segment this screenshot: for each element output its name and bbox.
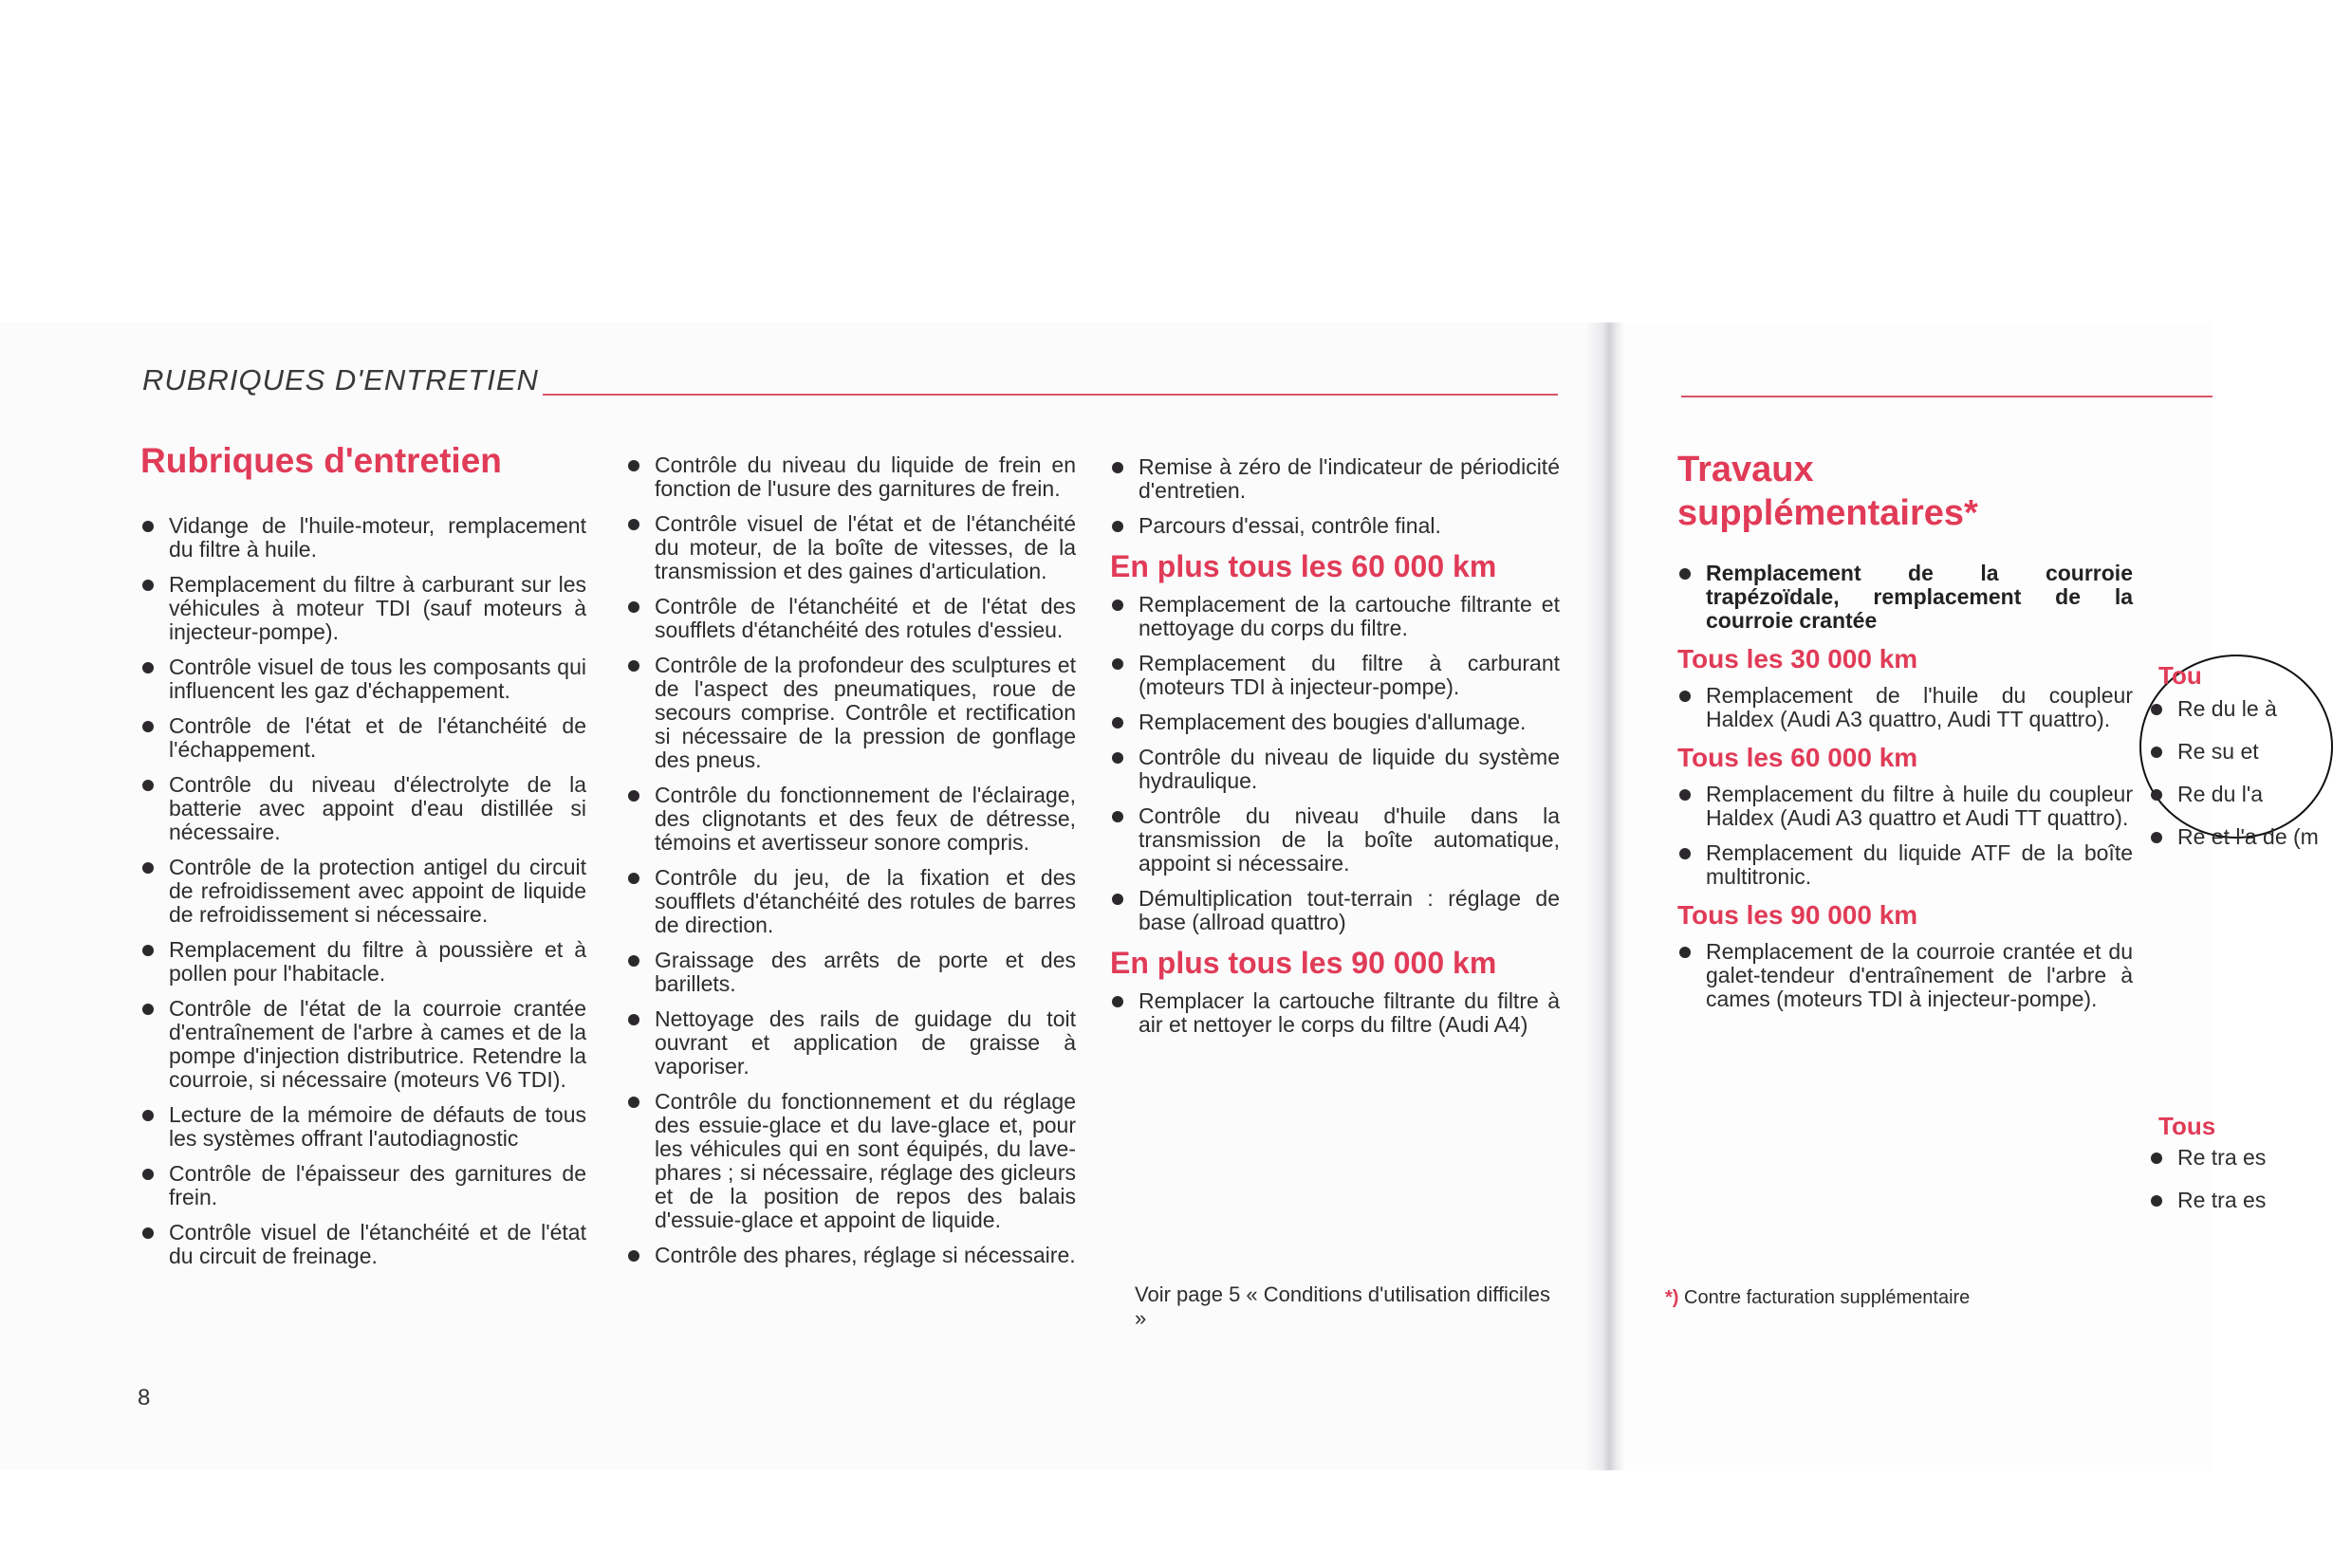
- bullet-icon: [2151, 789, 2162, 801]
- bullet-icon: [1112, 462, 1123, 473]
- extra-list-60000: [1677, 783, 2133, 889]
- bullet-icon: [2151, 747, 2162, 758]
- heading-90000km: En plus tous les 90 000 km: [1110, 946, 1497, 980]
- list-item: Contrôle visuel de l'état et de l'étanchéité du moteur, de la boîte de vitesses, de la transmission et des gaines d'articulation.: [626, 512, 1076, 583]
- list-item: Contrôle du niveau d'électrolyte de la batterie avec appoint d'eau distillée si nécessaire.: [140, 773, 586, 844]
- bullet-icon: [1112, 894, 1123, 905]
- bullet-icon: [142, 662, 154, 673]
- see-page-note: Voir page 5 « Conditions d'utilisation difficiles »: [1135, 1282, 1550, 1330]
- footnote-marker: *): [1665, 1287, 1679, 1308]
- maintenance-list-90000: [1110, 989, 1560, 1037]
- list-item: Remplacement de la courroie crantée et du galet-tendeur d'entraînement de l'arbre à cames (moteurs TDI à injecteur-pompe).: [1677, 940, 2133, 1011]
- bullet-icon: [1679, 947, 1691, 958]
- bullet-icon: [628, 1014, 639, 1025]
- maintenance-list-60000: [1110, 593, 1560, 934]
- list-item: Remplacement des bougies d'allumage.: [1110, 710, 1560, 734]
- list-item: Remplacement de la courroie trapézoïdale, remplacement de la courroie crantée: [1677, 562, 2133, 633]
- bullet-icon: [142, 1110, 154, 1121]
- cut-column: [2149, 696, 2319, 860]
- bullet-icon: [2151, 704, 2162, 715]
- bullet-icon: [1679, 568, 1691, 580]
- running-head: RUBRIQUES D'ENTRETIEN: [142, 363, 539, 397]
- bullet-icon: [1679, 789, 1691, 801]
- footnote-text: Contre facturation supplémentaire: [1684, 1287, 1971, 1308]
- bullet-icon: [628, 460, 639, 471]
- list-item: Contrôle de l'étanchéité et de l'état des soufflets d'étanchéité des rotules d'essieu.: [626, 595, 1076, 642]
- page-number: 8: [138, 1385, 151, 1411]
- list-item: Lecture de la mémoire de défauts de tous les systèmes offrant l'autodiagnostic: [140, 1103, 586, 1151]
- bullet-icon: [628, 790, 639, 802]
- bullet-icon: [628, 601, 639, 613]
- list-item: Contrôle visuel de l'étanchéité et de l'état du circuit de freinage.: [140, 1221, 586, 1268]
- list-item: Contrôle de la protection antigel du circuit de refroidissement avec appoint de liquide de refroidissement si nécessaire.: [140, 856, 586, 927]
- list-item: Graissage des arrêts de porte et des barillets.: [626, 949, 1076, 996]
- list-item: Démultiplication tout-terrain : réglage de base (allroad quattro): [1110, 887, 1560, 934]
- list-item: Remplacement du filtre à carburant sur les véhicules à moteur TDI (sauf moteurs à injecteur-pompe).: [140, 573, 586, 644]
- heading-90000km-extra: Tous les 90 000 km: [1677, 900, 1918, 930]
- bullet-icon: [1112, 996, 1123, 1007]
- bullet-icon: [2151, 832, 2162, 843]
- section-title: Rubriques d'entretien: [140, 441, 502, 480]
- list-item: Re tra es: [2149, 1146, 2215, 1170]
- list-item: Contrôle du fonctionnement et du réglage des essuie-glace et du lave-glace et, pour les véhicules qui en sont équipés, du lave-phares ; si nécessaire, réglage des gicleurs et de la position de repos des balais d'essuie-glace et appoint de liquide.: [626, 1090, 1076, 1232]
- heading-60000km-extra: Tous les 60 000 km: [1677, 743, 1918, 772]
- column-3: [1110, 455, 1560, 1048]
- bullet-icon: [142, 580, 154, 591]
- bullet-icon: [142, 521, 154, 532]
- bullet-icon: [142, 1004, 154, 1015]
- bullet-icon: [628, 660, 639, 672]
- list-item: Contrôle du niveau d'huile dans la transmission de la boîte automatique, appoint si nécessaire.: [1110, 804, 1560, 876]
- maintenance-list-1: [140, 514, 586, 1268]
- right-page-head-rule: [1681, 396, 2213, 397]
- list-item: Contrôle visuel de tous les composants qui influencent les gaz d'échappement.: [140, 655, 586, 703]
- cut-column-bottom: [2149, 1145, 2267, 1224]
- bullet-icon: [1679, 691, 1691, 702]
- list-item: Remplacement du filtre à carburant (moteurs TDI à injecteur-pompe).: [1110, 652, 1560, 699]
- cut-heading-top: Tou: [2158, 661, 2202, 690]
- column-4: [1677, 448, 2133, 1023]
- bullet-icon: [142, 721, 154, 732]
- bullet-icon: [1112, 717, 1123, 729]
- list-item: Re du le à: [2149, 697, 2215, 721]
- heading-60000km: En plus tous les 60 000 km: [1110, 549, 1497, 583]
- list-item: Remplacement de l'huile du coupleur Haldex (Audi A3 quattro, Audi TT quattro).: [1677, 684, 2133, 731]
- bullet-icon: [1112, 658, 1123, 670]
- heading-30000km: Tous les 30 000 km: [1677, 644, 1918, 673]
- bullet-icon: [142, 780, 154, 791]
- extra-list-30000: [1677, 684, 2133, 731]
- bullet-icon: [628, 519, 639, 530]
- list-item: Contrôle du niveau du liquide de frein en fonction de l'usure des garnitures de frein.: [626, 453, 1076, 501]
- bullet-icon: [628, 955, 639, 967]
- bullet-icon: [1112, 521, 1123, 532]
- list-item: Remplacement du filtre à poussière et à pollen pour l'habitacle.: [140, 938, 586, 986]
- maintenance-list-3-top: [1110, 455, 1560, 538]
- bullet-icon: [1112, 811, 1123, 822]
- list-item: Contrôle des phares, réglage si nécessaire.: [626, 1244, 1076, 1267]
- list-item: Remise à zéro de l'indicateur de périodicité d'entretien.: [1110, 455, 1560, 503]
- list-item: Contrôle du niveau de liquide du système hydraulique.: [1110, 746, 1560, 793]
- bullet-icon: [628, 1097, 639, 1108]
- list-item: Remplacement de la cartouche filtrante et nettoyage du corps du filtre.: [1110, 593, 1560, 640]
- bullet-icon: [142, 1169, 154, 1180]
- running-head-rule: [543, 394, 1558, 396]
- list-item: Remplacement du filtre à huile du coupleur Haldex (Audi A3 quattro et Audi TT quattro).: [1677, 783, 2133, 830]
- bullet-icon: [142, 945, 154, 956]
- list-item: Re su et: [2149, 740, 2215, 764]
- column-2: [626, 453, 1076, 1279]
- cut-list-bottom: [2149, 1145, 2267, 1212]
- list-item: Re tra es: [2149, 1189, 2215, 1212]
- cut-heading-bottom: Tous: [2158, 1112, 2216, 1140]
- cut-list: [2149, 696, 2319, 849]
- extra-list-90000: [1677, 940, 2133, 1011]
- bullet-icon: [142, 862, 154, 874]
- book-gutter: [1586, 323, 1624, 1470]
- travaux-title: Travaux supplémentaires*: [1677, 450, 1978, 533]
- list-item: Contrôle du jeu, de la fixation et des soufflets d'étanchéité des rotules de barres de direction.: [626, 866, 1076, 937]
- list-item: Nettoyage des rails de guidage du toit ouvrant et application de graisse à vaporiser.: [626, 1007, 1076, 1079]
- list-item: Contrôle de l'épaisseur des garnitures de frein.: [140, 1162, 586, 1209]
- bullet-icon: [1112, 600, 1123, 611]
- list-item: Contrôle de la profondeur des sculptures et de l'aspect des pneumatiques, roue de secours comprise. Contrôle et rectification si nécessaire de la pression de gonflage des pneus.: [626, 654, 1076, 772]
- list-item: Remplacement du liquide ATF de la boîte multitronic.: [1677, 841, 2133, 889]
- list-item: Re et l'a de (m: [2149, 825, 2215, 849]
- list-item: Remplacer la cartouche filtrante du filtre à air et nettoyer le corps du filtre (Audi A4): [1110, 989, 1560, 1037]
- footnote: [1665, 1287, 1970, 1309]
- list-item: Contrôle de l'état et de l'étanchéité de l'échappement.: [140, 714, 586, 762]
- bold-item-list: [1677, 562, 2133, 633]
- list-item: Contrôle de l'état de la courroie crantée d'entraînement de l'arbre à cames et de la pompe d'injection distributrice. Retendre la courroie, si nécessaire (moteurs V6 TDI).: [140, 997, 586, 1092]
- bullet-icon: [2151, 1195, 2162, 1207]
- bullet-icon: [1112, 752, 1123, 764]
- list-item: Parcours d'essai, contrôle final.: [1110, 514, 1560, 538]
- bullet-icon: [1679, 848, 1691, 859]
- bullet-icon: [628, 873, 639, 884]
- list-item: Contrôle du fonctionnement de l'éclairage, des clignotants et des feux de détresse, témoins et avertisseur sonore compris.: [626, 784, 1076, 855]
- list-item: Re du l'a: [2149, 783, 2215, 806]
- column-1: [140, 440, 586, 1280]
- bullet-icon: [2151, 1153, 2162, 1164]
- maintenance-list-2: [626, 453, 1076, 1267]
- bullet-icon: [628, 1250, 639, 1262]
- bullet-icon: [142, 1227, 154, 1239]
- list-item: Vidange de l'huile-moteur, remplacement du filtre à huile.: [140, 514, 586, 562]
